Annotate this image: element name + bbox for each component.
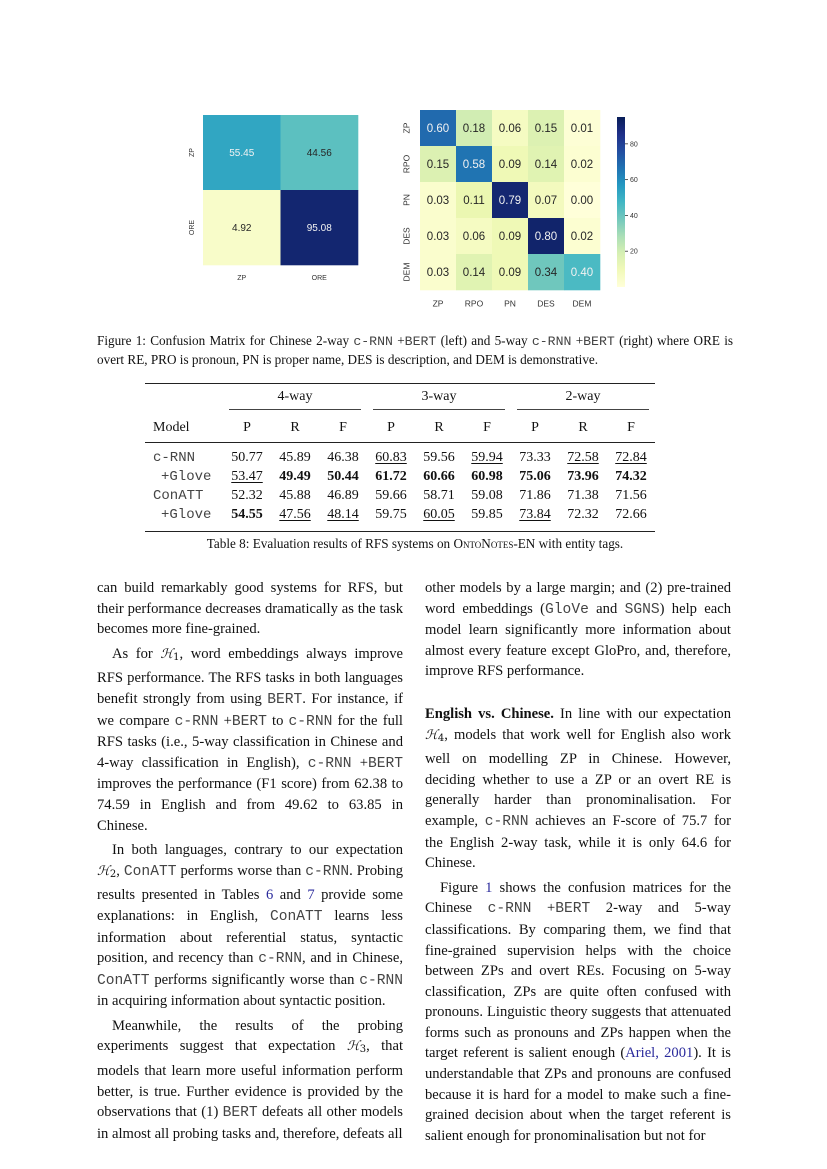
cell-value-label: 0.03	[426, 267, 450, 280]
table-cell	[511, 487, 559, 506]
text-run: improves the performance (F1 score) from 62.38 to 74.59 in English and from 49.62 to 63.85 in Chinese.	[97, 776, 403, 834]
table-cell	[607, 442, 655, 468]
table-cell	[559, 506, 607, 532]
text-run: +	[351, 754, 368, 771]
code-term: c-RNN	[307, 755, 352, 772]
hypothesis-index: 1	[173, 651, 180, 663]
text-run: for the full RFS tasks (i.e., 5-way classification in Chinese and 4-way classification in English),	[97, 712, 403, 771]
text-run: performs worse than	[176, 862, 306, 879]
table-cell	[415, 506, 463, 532]
cell-value-label: 0.60	[426, 123, 450, 136]
model-name: ConATT	[153, 488, 204, 504]
figure-caption	[97, 332, 733, 369]
paragraph	[97, 1016, 403, 1145]
cell-value-label: 0.09	[498, 231, 522, 244]
text-run: and	[273, 887, 308, 904]
column-label: DES	[537, 298, 555, 309]
cross-reference-link[interactable]: 6	[265, 887, 274, 904]
text-run: defeats all other models in almost all probing tasks and, therefore, defeats all	[97, 1104, 403, 1142]
cell-value-label: 0.09	[498, 159, 522, 172]
right-column	[425, 578, 731, 1146]
table-subheader-row	[145, 414, 655, 442]
table-cell	[463, 487, 511, 506]
table-cell	[511, 506, 559, 532]
code-term: GloVe	[545, 601, 589, 618]
code-term: c-RNN	[531, 334, 572, 349]
table-cell	[463, 468, 511, 487]
table-group-header-row	[145, 384, 655, 415]
text-run: performs significantly worse than	[149, 971, 360, 988]
cell-value: 73.33	[519, 450, 551, 465]
table-cell	[415, 487, 463, 506]
text-run: +	[571, 333, 584, 348]
column-header: R	[290, 419, 300, 435]
table-cell	[223, 506, 271, 532]
column-header: F	[627, 419, 635, 435]
text-run: , models that work well for English also work well on modelling ZP in Chinese. However, deciding whether to use a ZP or an overt RE is generally harder than pronominalisation. For example,	[425, 726, 731, 829]
code-term: c-RNN	[258, 951, 303, 968]
column-header: P	[243, 419, 251, 435]
text-run: +	[531, 900, 556, 917]
code-term: c-RNN	[288, 713, 333, 730]
table-cell	[367, 442, 415, 468]
cell-value: 72.66	[615, 507, 647, 522]
cell-value-label: 0.15	[534, 123, 558, 136]
cell-value-label: 0.06	[462, 231, 486, 244]
cell-value: 60.98	[471, 469, 503, 484]
hypothesis-index: 2	[109, 868, 117, 880]
code-term: BERT	[367, 755, 403, 772]
cell-value-label: 55.45	[229, 148, 255, 160]
row-label: DES	[401, 227, 412, 245]
column-label: RPO	[464, 298, 484, 309]
cell-value-label: 0.09	[498, 267, 522, 280]
code-term: ConATT	[97, 972, 150, 989]
paragraph	[425, 878, 731, 1147]
table-cell	[415, 468, 463, 487]
code-term: BERT	[583, 334, 615, 349]
cell-value: 72.58	[567, 450, 599, 465]
cell-value: 48.14	[327, 507, 359, 522]
cell-value-label: 0.14	[534, 159, 558, 172]
table-cell	[319, 506, 367, 532]
table-cell	[367, 468, 415, 487]
cell-value-label: 0.80	[534, 231, 558, 244]
hypothesis-symbol: ℋ1	[160, 646, 180, 663]
left-column	[97, 578, 403, 1144]
cell-value-label: 0.11	[463, 195, 485, 208]
cross-reference-link[interactable]: 7	[307, 887, 315, 904]
cell-value-label: 44.56	[306, 148, 332, 160]
cell-value: 60.66	[423, 469, 455, 484]
confusion-matrix-5way	[395, 105, 665, 315]
code-term: c-RNN	[484, 813, 529, 830]
cell-value: 73.96	[567, 469, 599, 484]
cell-value: 60.83	[375, 450, 407, 465]
hypothesis-symbol: ℋ2	[97, 863, 117, 880]
text-run: learns less information about referential status, syntactic position, and recency than	[97, 907, 403, 967]
table-cell	[607, 487, 655, 506]
cell-value: 59.08	[471, 488, 503, 503]
hypothesis-symbol: ℋ3	[346, 1039, 367, 1056]
cell-value-label: 0.58	[462, 159, 486, 172]
table-cell	[463, 506, 511, 532]
column-label: ORE	[311, 275, 327, 282]
text-run: shows the confusion matrices for the Chinese	[425, 879, 731, 917]
paragraph	[425, 578, 731, 682]
hypothesis-index: 4	[437, 732, 445, 744]
text-run: Meanwhile, the results of the probing experiments suggest that expectation	[97, 1017, 403, 1055]
cell-value: 45.88	[279, 488, 311, 503]
table-cell	[271, 468, 319, 487]
table-cell	[319, 442, 367, 468]
text-run: . Probing results presented in Tables	[97, 862, 403, 904]
cross-reference-link[interactable]: 1	[485, 879, 493, 896]
cell-value: 72.84	[615, 450, 647, 465]
column-header: F	[483, 419, 491, 435]
model-name: c-RNN	[145, 442, 223, 468]
row-label: ZP	[401, 122, 412, 134]
cell-value: 71.38	[567, 488, 599, 503]
table-cell	[511, 468, 559, 487]
text-run: In both languages, contrary to our expectation	[112, 842, 403, 859]
code-term: c-RNN	[305, 863, 350, 880]
text-run: +	[392, 333, 405, 348]
row-label: RPO	[401, 154, 412, 174]
cell-value-label: 0.03	[426, 231, 450, 244]
text-run: and	[588, 600, 625, 617]
cell-value: 49.49	[279, 469, 311, 484]
text-run: can build remarkably good systems for RFS, but their performance decreases dramatically as the task becomes more fine-grained.	[97, 580, 403, 638]
model-name: +Glove	[145, 506, 223, 532]
table-cell	[223, 468, 271, 487]
cell-value: 61.72	[375, 469, 407, 484]
row-label: ORE	[189, 219, 196, 236]
hypothesis-index: 3	[359, 1044, 367, 1056]
caption-text: with entity tags.	[535, 536, 624, 551]
text-run: (right) where ORE is overt RE, PRO is pronoun, PN is proper name, DES is description, and DEM is demonstrative.	[97, 333, 734, 367]
cell-value: 59.75	[375, 507, 407, 522]
code-term: SGNS	[624, 601, 660, 618]
cell-value: 75.06	[519, 469, 551, 484]
table-cell	[607, 468, 655, 487]
table-cell	[271, 442, 319, 468]
cell-value: 45.89	[279, 450, 311, 465]
cell-value: 53.47	[231, 469, 263, 484]
cell-value: 46.89	[327, 488, 359, 503]
cell-value: 52.32	[231, 488, 263, 503]
cell-value: 60.05	[423, 507, 455, 522]
text-run: achieves an F-score of 75.7 for the English 2-way task, while it is only 64.6 for Chinese.	[425, 812, 731, 872]
column-header: F	[339, 419, 347, 435]
column-header: R	[434, 419, 444, 435]
code-term: BERT	[555, 901, 591, 918]
text-run: ) help each model learn significantly more information about almost every feature except GloPro, and, therefore, improve RFS performance.	[425, 600, 731, 680]
code-term: c-RNN	[353, 334, 393, 349]
table-cell	[367, 506, 415, 532]
paragraph	[97, 840, 403, 1012]
code-term: c-RNN	[174, 713, 219, 730]
cell-value: 58.71	[423, 488, 455, 503]
table-cell	[463, 442, 511, 468]
cell-value: 50.44	[327, 469, 359, 484]
code-term: BERT	[267, 691, 303, 708]
colorbar	[617, 117, 625, 287]
cell-value: 59.85	[471, 507, 503, 522]
code-term: ConATT	[123, 863, 177, 880]
cell-value-label: 0.15	[426, 159, 450, 172]
code-term: BERT	[231, 713, 267, 730]
cell-value-label: 0.34	[534, 267, 558, 280]
code-term: c-RNN	[359, 972, 403, 989]
code-term: c-RNN	[487, 901, 532, 918]
text-run: provide some explanations: in English,	[97, 887, 403, 924]
colorbar-tick-label: 80	[630, 141, 638, 149]
cell-value-label: 0.01	[570, 123, 594, 136]
cell-value: 73.84	[519, 507, 551, 522]
model-column-header: Model	[153, 419, 190, 435]
table-cell	[559, 442, 607, 468]
cell-value-label: 0.02	[570, 159, 594, 172]
text-run: 2-way and 5-way classifications. By comparing them, we find that fine-grained supervision helps with the choice between ZPs and overt REs. Focusing on 5-way classification, ZPs are quite often confused with pronouns. Linguistic theory suggests that attenuated forms such as pronouns and ZPs happen when the target referent is salient enough (	[425, 900, 731, 1062]
table-cell	[319, 487, 367, 506]
row-label: DEM	[401, 262, 412, 282]
cell-value-label: 0.14	[462, 267, 486, 280]
column-header: R	[578, 419, 588, 435]
column-header: P	[387, 419, 395, 435]
cell-value: 59.94	[471, 450, 503, 465]
row-label: ZP	[189, 148, 196, 157]
text-run: ,	[116, 862, 124, 879]
text-run: , that models that learn more useful information perform better, is true. Further evidence is provided by the observations that (1)	[97, 1038, 404, 1121]
paragraph-heading: English vs. Chinese.	[425, 705, 554, 722]
group-header: 4-way	[223, 384, 367, 415]
cell-value: 59.66	[375, 488, 407, 503]
cell-value-label: 0.40	[570, 267, 594, 280]
cell-value-label: 4.92	[232, 223, 252, 235]
table-cell	[559, 487, 607, 506]
text-run: , and in Chinese,	[302, 950, 403, 967]
cell-value-label: 0.18	[462, 123, 486, 136]
cell-value-label: 0.07	[534, 195, 558, 208]
text-run: Figure 1: Confusion Matrix for Chinese 2-way	[97, 333, 354, 348]
text-run: (left) and 5-way	[436, 333, 532, 348]
table-cell	[415, 442, 463, 468]
cell-value: 59.56	[423, 450, 455, 465]
table-cell	[271, 506, 319, 532]
column-label: ZP	[432, 298, 444, 309]
model-name: +Glove	[161, 469, 212, 485]
table-cell	[271, 487, 319, 506]
text-run: ). It is understandable that ZPs and pronouns are confused because it is hard for a model to make such a fine-grained decision about when the target referent is salient enough for pronominalisation but not for	[425, 1045, 731, 1144]
text-run: In line with our expectation	[553, 705, 731, 722]
cell-value: 71.86	[519, 488, 551, 503]
table-cell	[223, 487, 271, 506]
cell-value-label: 0.03	[426, 195, 450, 208]
row-label: PN	[401, 194, 412, 206]
code-term: BERT	[404, 334, 437, 349]
cell-value: 47.56	[279, 507, 311, 522]
table-cell	[223, 442, 271, 468]
group-header: 3-way	[367, 384, 511, 415]
cell-value: 54.55	[231, 507, 263, 522]
cell-value-label: 0.79	[498, 195, 522, 208]
table-cell	[511, 442, 559, 468]
code-term: ConATT	[269, 908, 323, 925]
table-row	[145, 487, 655, 506]
results-table	[145, 383, 655, 532]
table-cell	[367, 487, 415, 506]
text-run: to	[266, 712, 289, 729]
table-row	[145, 468, 655, 487]
cell-value: 50.77	[231, 450, 263, 465]
paragraph	[425, 704, 731, 874]
hypothesis-symbol: ℋ4	[425, 727, 445, 744]
colorbar-tick-label: 60	[630, 177, 638, 185]
column-header: P	[531, 419, 539, 435]
cell-value-label: 0.06	[498, 123, 522, 136]
text-run: other models by a large margin; and (2) pre-trained word embeddings (	[425, 580, 731, 617]
table-cell	[607, 506, 655, 532]
cross-reference-link[interactable]: Ariel, 2001	[625, 1045, 694, 1062]
colorbar-tick-label: 20	[630, 248, 638, 256]
column-label: PN	[504, 298, 516, 309]
text-run: +	[218, 712, 232, 729]
code-term: BERT	[222, 1105, 258, 1122]
text-run: Figure	[440, 879, 486, 896]
dataset-name: OntoNotes-EN	[453, 536, 536, 551]
table-caption	[145, 536, 685, 552]
table-row	[145, 506, 655, 532]
group-header: 2-way	[511, 384, 655, 415]
text-run: in acquiring information about syntactic position.	[97, 993, 386, 1010]
column-label: ZP	[237, 275, 247, 282]
cell-value-label: 95.08	[306, 223, 332, 235]
paragraph	[97, 644, 403, 836]
cell-value: 71.56	[615, 488, 647, 503]
text-run: , word embeddings always improve RFS performance. The RFS tasks in both languages benefit strongly from using	[97, 645, 403, 707]
cell-value: 46.38	[327, 450, 359, 465]
column-label: DEM	[572, 298, 592, 309]
paragraph	[97, 578, 403, 640]
table-row	[145, 442, 655, 468]
text-run: . For instance, if we compare	[97, 690, 403, 729]
table-cell	[319, 468, 367, 487]
cell-value-label: 0.00	[570, 195, 594, 208]
colorbar-tick-label: 40	[630, 212, 638, 220]
cell-value: 72.32	[567, 507, 599, 522]
cell-value-label: 0.02	[570, 231, 594, 244]
table-cell	[559, 468, 607, 487]
confusion-matrix-2way	[185, 110, 365, 290]
caption-text: Table 8: Evaluation results of RFS systems on	[206, 536, 454, 551]
cell-value: 74.32	[615, 469, 647, 484]
text-run: As for	[112, 645, 161, 662]
